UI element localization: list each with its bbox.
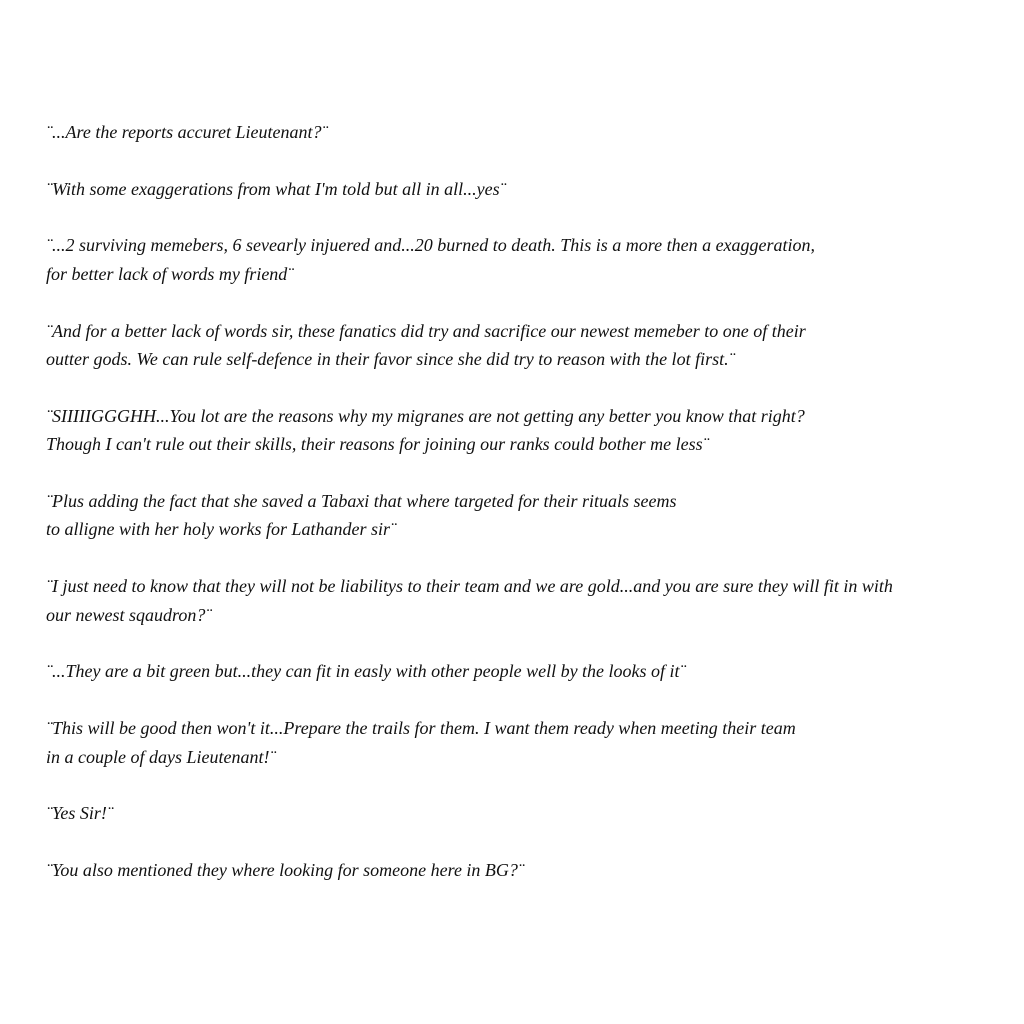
dialogue-line: ¨I just need to know that they will not be liabilitys to their team and we are gold...and you are sure they will fit in with — [46, 576, 893, 597]
dialogue-line: ¨You also mentioned they where looking for someone here in BG?¨ — [46, 859, 524, 880]
dialogue-line: for better lack of words my friend¨ — [46, 263, 294, 284]
dialogue-line: to alligne with her holy works for Lathander sir¨ — [46, 519, 397, 540]
dialogue-paragraph — [46, 487, 1006, 544]
dialogue-paragraph — [46, 118, 1006, 147]
dialogue-line: ¨...2 surviving memebers, 6 sevearly injuered and...20 burned to death. This is a more then a exaggeration, — [46, 235, 816, 256]
dialogue-line: ¨And for a better lack of words sir, these fanatics did try and sacrifice our newest memeber to one of their — [46, 320, 806, 341]
dialogue-paragraph — [46, 175, 1006, 204]
dialogue-paragraph — [46, 402, 1006, 459]
dialogue-line: ¨Yes Sir!¨ — [46, 803, 113, 824]
dialogue-line: ¨SIIIIIGGGHH...You lot are the reasons why my migranes are not getting any better you know that right? — [46, 405, 805, 426]
dialogue-paragraph — [46, 799, 1006, 828]
dialogue-paragraph — [46, 657, 1006, 686]
dialogue-paragraph — [46, 231, 1006, 288]
dialogue-paragraph — [46, 572, 1006, 629]
dialogue-line: outter gods. We can rule self-defence in their favor since she did try to reason with the lot first.¨ — [46, 349, 735, 370]
dialogue-line: ¨...They are a bit green but...they can fit in easly with other people well by the looks of it¨ — [46, 661, 686, 682]
dialogue-paragraph — [46, 714, 1006, 771]
dialogue-text — [46, 118, 1006, 913]
dialogue-line: in a couple of days Lieutenant!¨ — [46, 746, 276, 767]
dialogue-paragraph — [46, 856, 1006, 885]
dialogue-line: ¨...Are the reports accuret Lieutenant?¨ — [46, 122, 328, 142]
dialogue-line: ¨Plus adding the fact that she saved a Tabaxi that where targeted for their rituals seems — [46, 490, 677, 511]
dialogue-line: ¨This will be good then won't it...Prepare the trails for them. I want them ready when meeting their team — [46, 718, 796, 738]
dialogue-line: Though I can't rule out their skills, their reasons for joining our ranks could bother me less¨ — [46, 434, 709, 455]
dialogue-line: our newest sqaudron?¨ — [46, 604, 212, 625]
dialogue-line: ¨With some exaggerations from what I'm told but all in all...yes¨ — [46, 178, 506, 199]
dialogue-paragraph — [46, 317, 1006, 374]
